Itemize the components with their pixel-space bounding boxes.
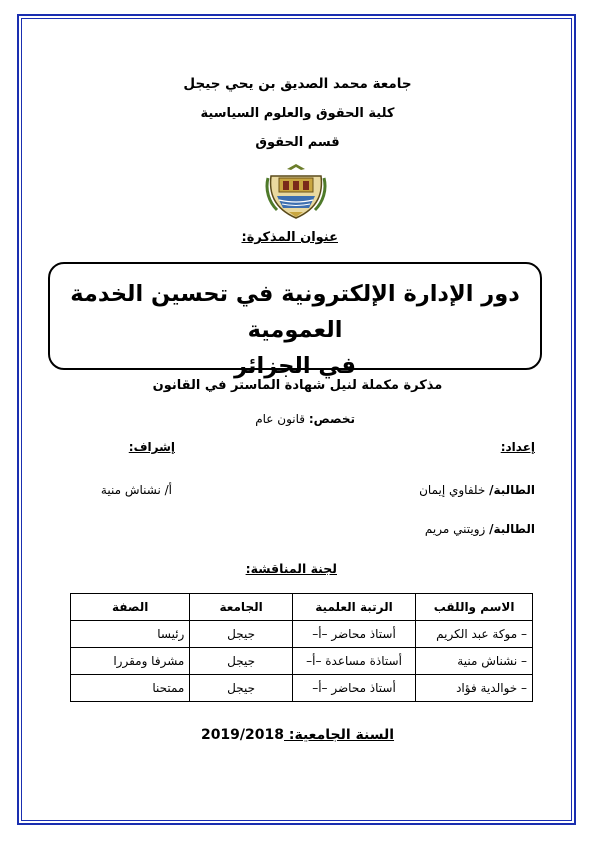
student-2-name: زويتني مريم bbox=[424, 522, 490, 536]
table-row bbox=[71, 621, 533, 648]
member-name: – خوالدية فؤاد bbox=[416, 675, 533, 702]
department-name: قسم الحقوق bbox=[255, 135, 340, 150]
student-label: الطالبة/ bbox=[489, 483, 535, 497]
member-role: مشرفا ومقررا bbox=[71, 648, 190, 675]
university-name: جامعة محمد الصديق بن يحي جيجل bbox=[183, 76, 412, 92]
title-label: عنوان المذكرة: bbox=[241, 230, 338, 245]
table-row bbox=[71, 648, 533, 675]
member-rank: أستاذ محاضر –أ– bbox=[292, 675, 415, 702]
committee-label: لجنة المناقشة: bbox=[245, 561, 337, 576]
academic-year bbox=[0, 727, 595, 743]
header-name: الاسم واللقب bbox=[416, 594, 533, 621]
specialty-label: تخصص: bbox=[308, 412, 355, 426]
supervision-label: إشراف: bbox=[128, 440, 175, 454]
committee-table bbox=[70, 593, 533, 702]
student-1 bbox=[419, 483, 535, 497]
prepared-by-label: إعداد: bbox=[500, 440, 535, 454]
student-2 bbox=[425, 522, 535, 536]
student-1-name: خلفاوي إيمان bbox=[419, 483, 490, 497]
member-role: رئيسا bbox=[71, 621, 190, 648]
specialty bbox=[255, 412, 355, 426]
member-name: – نشناش منية bbox=[416, 648, 533, 675]
specialty-value: قانون عام bbox=[255, 412, 309, 426]
memoir-title-line2: في الجزائر bbox=[234, 353, 356, 379]
member-name: – موكة عبد الكريم bbox=[416, 621, 533, 648]
memoir-subtitle: مذكرة مكملة لنيل شهادة الماستر في القانون bbox=[152, 378, 443, 393]
member-rank: أستاذة مساعدة –أ– bbox=[292, 648, 415, 675]
table-row bbox=[71, 675, 533, 702]
academic-year-label: السنة الجامعية: bbox=[284, 727, 395, 743]
university-emblem-icon bbox=[265, 162, 327, 220]
header-university: الجامعة bbox=[190, 594, 293, 621]
memoir-title-line1: دور الإدارة الإلكترونية في تحسين الخدمة العمومية bbox=[70, 281, 520, 343]
member-role: ممتحنا bbox=[71, 675, 190, 702]
header-rank: الرتبة العلمية bbox=[292, 594, 415, 621]
faculty-name: كلية الحقوق والعلوم السياسية bbox=[200, 106, 395, 121]
member-rank: أستاذ محاضر –أ– bbox=[292, 621, 415, 648]
header-role: الصفة bbox=[71, 594, 190, 621]
memoir-title-box bbox=[48, 262, 542, 379]
member-university: جيجل bbox=[190, 648, 293, 675]
academic-year-value: 2019/2018 bbox=[200, 727, 284, 743]
student-label: الطالبة/ bbox=[489, 522, 535, 536]
member-university: جيجل bbox=[190, 675, 293, 702]
supervisor-name: أ/ نشناش منية bbox=[100, 483, 172, 497]
table-header-row bbox=[71, 594, 533, 621]
member-university: جيجل bbox=[190, 621, 293, 648]
